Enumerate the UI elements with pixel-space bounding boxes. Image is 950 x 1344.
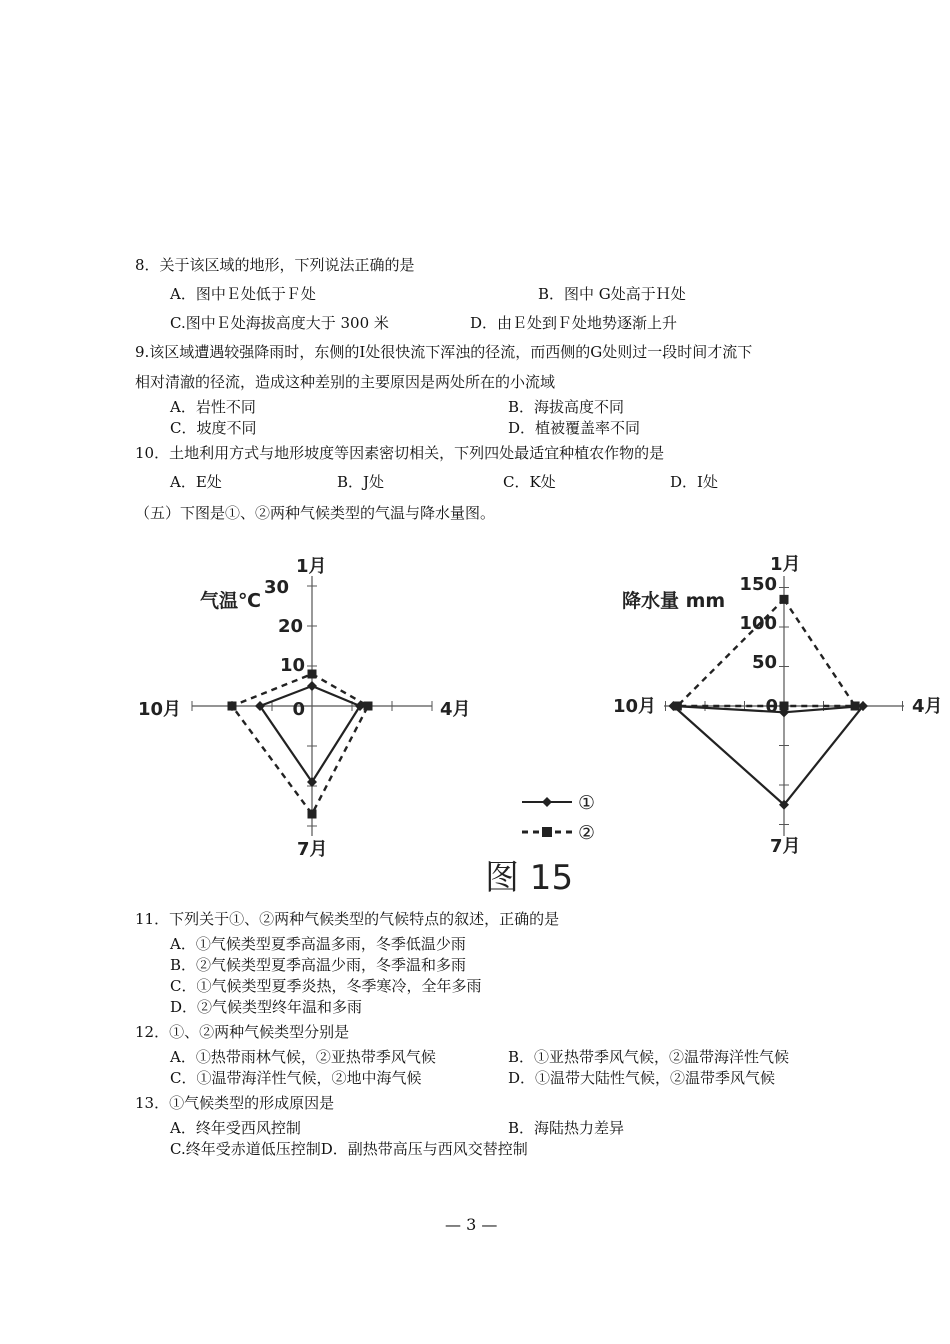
temp-tick-30: 30 xyxy=(263,577,289,598)
temp-series-2-point xyxy=(308,810,317,819)
temp-oct-label: 10月 xyxy=(138,699,182,720)
q10-option-d[interactable]: D．I处 xyxy=(670,473,718,491)
chart-legend xyxy=(522,792,595,844)
precip-tick-150: 150 xyxy=(739,574,777,595)
temp-apr-label: 4月 xyxy=(440,699,471,720)
q13-stem: 13．①气候类型的形成原因是 xyxy=(135,1094,335,1112)
temperature-chart xyxy=(138,556,471,860)
q8-option-b[interactable]: B．图中 G处高于Ｈ处 xyxy=(538,285,686,303)
temp-series-2-point xyxy=(228,702,237,711)
precip-oct-label: 10月 xyxy=(613,696,657,717)
q11-option-d[interactable]: D．②气候类型终年温和多雨 xyxy=(170,998,363,1016)
q13-option-b[interactable]: B．海陆热力差异 xyxy=(508,1119,625,1137)
q12-option-d[interactable]: D．①温带大陆性气候，②温带季风气候 xyxy=(508,1069,776,1087)
legend-marker-2 xyxy=(542,827,552,837)
q9-option-c[interactable]: C．坡度不同 xyxy=(170,419,257,437)
temp-tick-20: 20 xyxy=(277,616,303,637)
temp-jan-label: 1月 xyxy=(296,556,327,577)
legend-label-1: ① xyxy=(578,792,596,814)
temp-chart-title: 气温℃ xyxy=(200,590,262,612)
q8-option-c[interactable]: C.图中Ｅ处海拔高度大于 300 米 xyxy=(170,314,389,332)
section-5-intro: （五）下图是①、②两种气候类型的气温与降水量图。 xyxy=(135,504,496,522)
precip-apr-label: 4月 xyxy=(912,696,943,717)
temp-series-1-point xyxy=(307,681,317,691)
temp-series-2-point xyxy=(364,702,373,711)
precip-series-2-point xyxy=(673,702,682,711)
precip-series-2-point xyxy=(780,702,789,711)
q10-option-c[interactable]: C．K处 xyxy=(503,473,556,491)
precip-jan-label: 1月 xyxy=(770,554,801,575)
precip-tick-0: 0 xyxy=(765,696,778,717)
q8-option-a[interactable]: A．图中Ｅ处低于Ｆ处 xyxy=(170,285,316,303)
precipitation-chart xyxy=(613,554,943,857)
q11-option-c[interactable]: C．①气候类型夏季炎热，冬季寒冷，全年多雨 xyxy=(170,977,482,995)
temp-tick-0: 0 xyxy=(292,699,305,720)
temp-tick-10: 10 xyxy=(279,655,305,676)
q8-stem: 8．关于该区域的地形，下列说法正确的是 xyxy=(135,256,415,274)
q12-stem: 12．①、②两种气候类型分别是 xyxy=(135,1023,350,1041)
temp-series-2-point xyxy=(308,670,317,679)
q10-option-b[interactable]: B．J处 xyxy=(337,473,385,491)
climate-figure xyxy=(0,545,950,905)
page-number: — 3 — xyxy=(445,1215,498,1234)
q12-option-c[interactable]: C．①温带海洋性气候，②地中海气候 xyxy=(170,1069,422,1087)
q9-option-b[interactable]: B．海拔高度不同 xyxy=(508,398,625,416)
q11-option-b[interactable]: B．②气候类型夏季高温少雨，冬季温和多雨 xyxy=(170,956,467,974)
precip-jul-label: 7月 xyxy=(770,836,801,857)
q11-stem: 11．下列关于①、②两种气候类型的气候特点的叙述，正确的是 xyxy=(135,910,560,928)
legend-label-2: ② xyxy=(578,822,596,844)
temp-series xyxy=(228,670,373,819)
precip-series-1-line xyxy=(673,706,863,805)
q12-option-a[interactable]: A．①热带雨林气候，②亚热带季风气候 xyxy=(170,1048,436,1066)
q9-option-a[interactable]: A．岩性不同 xyxy=(170,398,256,416)
q13-option-a[interactable]: A．终年受西风控制 xyxy=(170,1119,301,1137)
figure-caption: 图 15 xyxy=(485,858,574,898)
precip-tick-100: 100 xyxy=(739,613,777,634)
temp-jul-label: 7月 xyxy=(297,839,328,860)
precip-series-2-point xyxy=(851,702,860,711)
q11-option-a[interactable]: A．①气候类型夏季高温多雨，冬季低温少雨 xyxy=(170,935,466,953)
precip-series-2-point xyxy=(780,595,789,604)
q9-stem: 9.该区域遭遇较强降雨时，东侧的I处很快流下浑浊的径流，而西侧的G处则过一段时间才流下 xyxy=(135,343,753,361)
q13-option-c-d[interactable]: C.终年受赤道低压控制D．副热带高压与西风交替控制 xyxy=(170,1140,528,1158)
q10-option-a[interactable]: A．E处 xyxy=(170,473,222,491)
q9-stem-continued: 相对清澈的径流，造成这种差别的主要原因是两处所在的小流域 xyxy=(135,373,556,391)
q9-option-d[interactable]: D．植被覆盖率不同 xyxy=(508,419,641,437)
precip-tick-50: 50 xyxy=(751,652,777,673)
legend-marker-1 xyxy=(542,797,552,807)
temp-series-1-line xyxy=(260,686,360,782)
q12-option-b[interactable]: B．①亚热带季风气候，②温带海洋性气候 xyxy=(508,1048,790,1066)
q8-option-d[interactable]: D．由Ｅ处到Ｆ处地势逐渐上升 xyxy=(470,314,678,332)
temp-series-2-line xyxy=(232,674,368,814)
precip-chart-title: 降水量 mm xyxy=(622,590,726,612)
q10-stem: 10．土地利用方式与地形坡度等因素密切相关，下列四处最适宜种植农作物的是 xyxy=(135,444,665,462)
